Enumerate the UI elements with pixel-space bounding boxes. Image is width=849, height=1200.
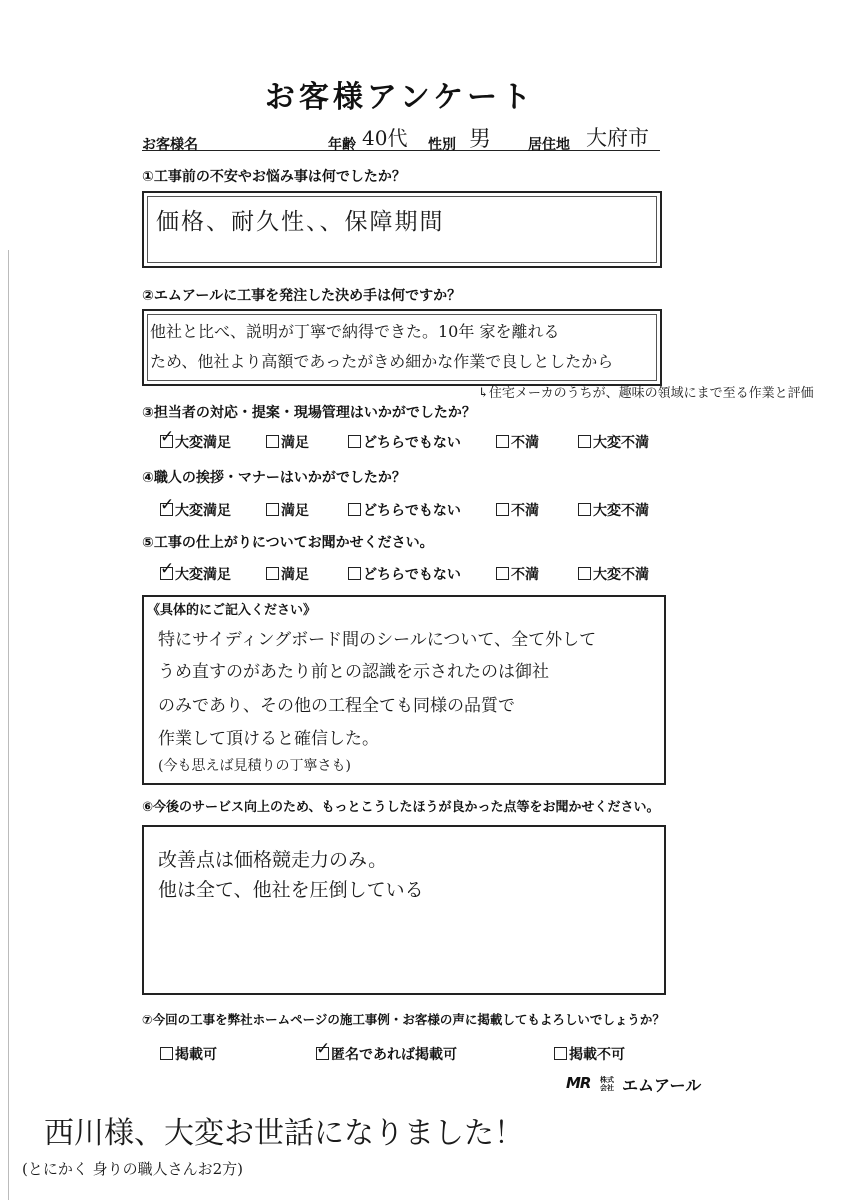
q2-answer-box	[142, 309, 662, 386]
age-label: 年齢	[328, 137, 356, 153]
checkbox-checked-icon[interactable]	[316, 1047, 329, 1060]
q3-option-dissatisfied[interactable]: 不満	[496, 432, 539, 452]
footer-submessage: (とにかく 身りの職人さんお2方)	[22, 1160, 244, 1178]
company-logo	[566, 1072, 726, 1096]
checkbox-icon[interactable]	[266, 435, 279, 448]
q6-answer-line: 改善点は価格競走力のみ。	[158, 849, 388, 871]
checkbox-icon[interactable]	[160, 1047, 173, 1060]
q3-option-neutral[interactable]: どちらでもない	[348, 432, 461, 452]
details-line: うめ直すのがあたり前との認識を示されたのは御社	[158, 662, 549, 682]
q4-option-very-satisfied[interactable]: ✓大変満足	[160, 500, 231, 520]
checkbox-icon[interactable]	[266, 567, 279, 580]
q1-question: ①工事前の不安やお悩み事は何でしたか？	[142, 169, 406, 185]
checkbox-icon[interactable]	[496, 435, 509, 448]
q4-option-very-dissatisfied[interactable]: 大変不満	[578, 500, 649, 520]
q7-option-publish[interactable]: 掲載可	[160, 1044, 217, 1064]
q6-answer-box	[142, 825, 666, 995]
q6-question: ⑥今後のサービス向上のため、もっとこうしたほうが良かった点等をお聞かせください。	[142, 800, 660, 815]
q1-answer-box	[142, 191, 662, 268]
q2-answer-line: 他社と比べ、説明が丁寧で納得できた。10年 家を離れる	[150, 322, 560, 341]
logo-mark: MR	[566, 1074, 591, 1092]
details-line: 特にサイディングボード間のシールについて、全て外して	[158, 630, 597, 650]
q7-option-no-publish[interactable]: 掲載不可	[554, 1044, 625, 1064]
age-value: 40代	[362, 126, 408, 150]
checkbox-checked-icon[interactable]	[160, 567, 173, 580]
q4-question: ④職人の挨拶・マナーはいかがでしたか？	[142, 470, 406, 486]
checkbox-icon[interactable]	[578, 567, 591, 580]
footer-message: 西川様、大変お世話になりました！	[44, 1116, 524, 1151]
q2-question: ②エムアールに工事を発注した決め手は何ですか？	[142, 288, 462, 304]
q1-answer: 価格、耐久性、、保障期間	[156, 209, 445, 235]
q4-option-neutral[interactable]: どちらでもない	[348, 500, 461, 520]
checkbox-icon[interactable]	[348, 567, 361, 580]
residence-label: 居住地	[528, 137, 570, 153]
q5-option-very-dissatisfied[interactable]: 大変不満	[578, 564, 649, 584]
q4-option-satisfied[interactable]: 満足	[266, 500, 309, 520]
q5-option-neutral[interactable]: どちらでもない	[348, 564, 461, 584]
gender-label: 性別	[428, 137, 456, 153]
customer-name-label: お客様名	[142, 137, 198, 153]
checkbox-icon[interactable]	[266, 503, 279, 516]
q3-question: ③担当者の対応・提案・現場管理はいかがでしたか？	[142, 405, 476, 421]
checkbox-icon[interactable]	[554, 1047, 567, 1060]
q5-question: ⑤工事の仕上がりについてお聞かせください。	[142, 535, 434, 551]
q4-option-dissatisfied[interactable]: 不満	[496, 500, 539, 520]
checkbox-checked-icon[interactable]	[160, 503, 173, 516]
checkbox-icon[interactable]	[496, 503, 509, 516]
q3-option-very-dissatisfied[interactable]: 大変不満	[578, 432, 649, 452]
company-name: エムアール	[622, 1076, 702, 1095]
checkbox-icon[interactable]	[496, 567, 509, 580]
checkbox-icon[interactable]	[578, 503, 591, 516]
details-line: (今も思えば見積りの丁寧さも)	[158, 758, 351, 774]
q7-question: ⑦今回の工事を弊社ホームページの施工事例・お客様の声に掲載してもよろしいでしょうか？	[142, 1012, 665, 1027]
checkbox-icon[interactable]	[578, 435, 591, 448]
gender-value: 男	[469, 127, 492, 152]
residence-value: 大府市	[586, 126, 649, 150]
details-header: 《具体的にご記入ください》	[147, 603, 317, 618]
page-title: お客様アンケート	[264, 80, 536, 115]
q5-option-satisfied[interactable]: 満足	[266, 564, 309, 584]
q3-option-very-satisfied[interactable]: ✓大変満足	[160, 432, 231, 452]
scan-edge-line	[8, 250, 9, 1200]
q5-option-dissatisfied[interactable]: 不満	[496, 564, 539, 584]
q5-option-very-satisfied[interactable]: ✓大変満足	[160, 564, 231, 584]
checkbox-icon[interactable]	[348, 435, 361, 448]
checkbox-checked-icon[interactable]	[160, 435, 173, 448]
q7-option-anonymous[interactable]: ✓ 匿名であれば掲載可	[316, 1044, 457, 1064]
q3-option-satisfied[interactable]: 満足	[266, 432, 309, 452]
details-line: 作業して頂けると確信した。	[158, 729, 379, 749]
q2-answer-line: ため、他社より高額であったがきめ細かな作業で良しとしたから	[150, 352, 614, 371]
q6-answer-line: 他は全て、他社を圧倒している	[158, 879, 424, 901]
details-line: のみであり、その他の工程全ても同様の品質で	[158, 696, 515, 716]
q2-note: ↳住宅メーカのうちが、趣味の領域にまで至る作業と評価	[478, 386, 814, 401]
company-prefix: 株式会社	[600, 1076, 614, 1092]
checkbox-icon[interactable]	[348, 503, 361, 516]
header-row	[142, 122, 660, 151]
details-box	[142, 595, 666, 785]
